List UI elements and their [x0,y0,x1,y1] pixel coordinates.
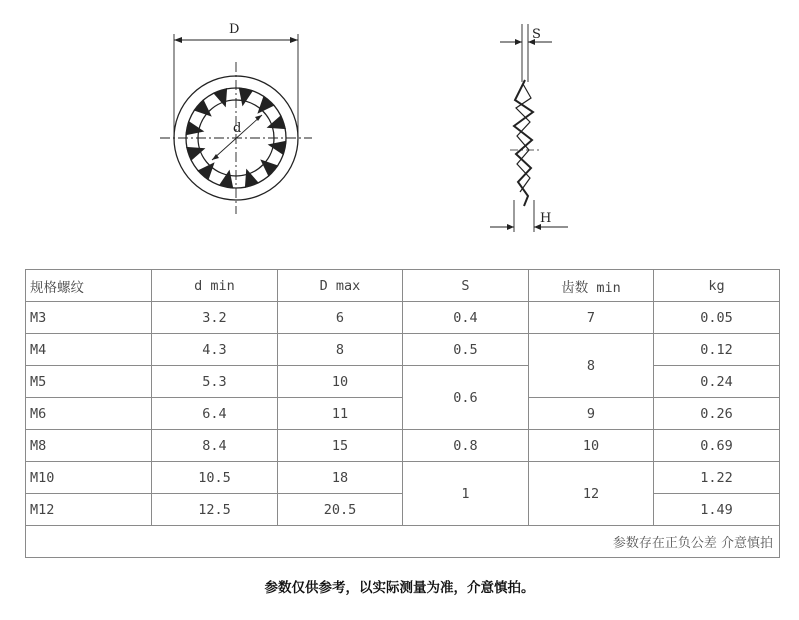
teeth-cell: 9 [529,398,654,430]
dimension-S-label: S [532,27,541,42]
kg-cell: 0.69 [654,430,780,462]
S-cell: 0.6 [403,366,529,430]
size-cell: M3 [26,302,152,334]
d-min-cell: 3.2 [152,302,278,334]
size-cell: M5 [26,366,152,398]
side-view [490,24,568,232]
D-max-cell: 15 [278,430,403,462]
S-cell: 0.5 [403,334,529,366]
kg-cell: 0.26 [654,398,780,430]
dimension-H-label: H [540,211,552,226]
d-min-cell: 6.4 [152,398,278,430]
S-cell: 0.8 [403,430,529,462]
teeth-cell: 8 [529,334,654,398]
d-min-cell: 4.3 [152,334,278,366]
d-min-cell: 10.5 [152,462,278,494]
table-row [26,430,780,462]
tolerance-note: 参数存在正负公差 介意慎拍 [26,526,780,558]
S-cell: 1 [403,462,529,526]
size-cell: M10 [26,462,152,494]
size-cell: M6 [26,398,152,430]
S-cell: 0.4 [403,302,529,334]
D-max-cell: 18 [278,462,403,494]
size-cell: M4 [26,334,152,366]
D-max-cell: 8 [278,334,403,366]
header-cell: kg [654,270,780,302]
teeth-cell: 7 [529,302,654,334]
washer-tooth [262,161,278,176]
dimension-D-label: D [229,22,240,37]
table-row [26,334,780,366]
header-cell: D max [278,270,403,302]
washer-tooth [198,164,213,180]
washer-tooth [259,97,274,113]
table-row [26,302,780,334]
teeth-cell: 10 [529,430,654,462]
header-cell: d min [152,270,278,302]
teeth-cell: 12 [529,462,654,526]
washer-tooth [195,100,211,115]
footer-note: 参数仅供参考，以实际测量为准，介意慎拍。 [264,580,535,596]
spec-table [25,269,780,558]
size-cell: M8 [26,430,152,462]
dimension-d-label: d [233,121,242,136]
kg-cell: 0.24 [654,366,780,398]
d-min-cell: 12.5 [152,494,278,526]
d-min-cell: 5.3 [152,366,278,398]
table-row [26,462,780,494]
header-cell: S [403,270,529,302]
D-max-cell: 6 [278,302,403,334]
size-cell: M12 [26,494,152,526]
kg-cell: 0.05 [654,302,780,334]
table-note-row [26,526,780,558]
table-row [26,366,780,398]
D-max-cell: 10 [278,366,403,398]
D-max-cell: 11 [278,398,403,430]
header-cell: 规格螺纹 [26,270,152,302]
table-header-row [26,270,780,302]
kg-cell: 1.49 [654,494,780,526]
kg-cell: 0.12 [654,334,780,366]
kg-cell: 1.22 [654,462,780,494]
D-max-cell: 20.5 [278,494,403,526]
d-min-cell: 8.4 [152,430,278,462]
washer-technical-drawing [0,0,799,262]
header-cell: 齿数 min [529,270,654,302]
